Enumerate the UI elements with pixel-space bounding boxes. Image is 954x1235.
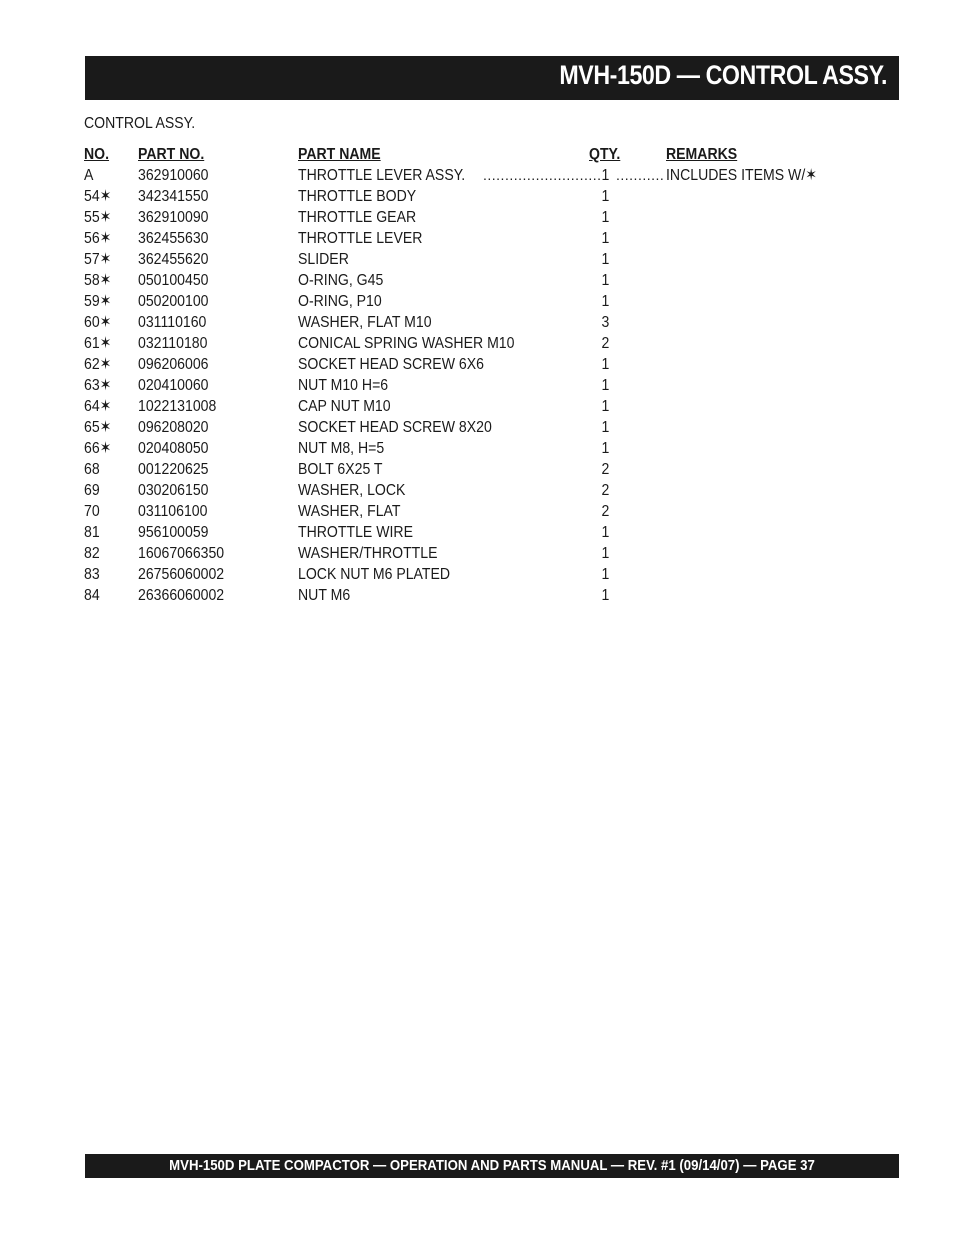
page-header-bar [85,56,899,100]
row-no: 69 [84,482,100,499]
table-row [84,585,844,606]
row-no: 66✶ [84,440,112,457]
table-row [84,354,844,375]
row-part-no: 26366060002 [138,587,225,604]
row-qty: 1 [601,230,610,247]
table-row [84,333,844,354]
row-qty: 1 [601,398,610,415]
row-part-no: 050100450 [138,272,209,289]
row-qty: 2 [601,335,610,352]
row-qty: 1 [601,293,610,310]
row-part-no: 362455620 [138,251,209,268]
row-no: 82 [84,545,100,562]
row-part-no: 1022131008 [138,398,217,415]
row-qty: 1 [601,587,610,604]
row-qty: 3 [601,314,610,331]
footer-text: MVH-150D PLATE COMPACTOR — OPERATION AND PARTS MANUAL — REV. #1 (09/14/07) — PAGE 37 [169,1157,815,1174]
row-part-name: SOCKET HEAD SCREW 6X6 [298,356,484,373]
row-part-no: 050200100 [138,293,209,310]
row-no: 56✶ [84,230,112,247]
table-row [84,207,844,228]
column-header-remarks: REMARKS [666,146,738,163]
row-part-no: 342341550 [138,188,209,205]
row-part-no: 26756060002 [138,566,225,583]
table-body [84,165,844,606]
row-part-name: O-RING, G45 [298,272,384,289]
row-part-no: 956100059 [138,524,209,541]
row-qty: 1 [601,566,610,583]
row-qty: 1 [601,356,610,373]
row-no: 54✶ [84,188,112,205]
table-row [84,228,844,249]
row-part-no: 362910060 [138,167,209,184]
table-row [84,480,844,501]
row-part-no: 032110180 [138,335,208,352]
row-part-name: THROTTLE LEVER ASSY. [298,167,466,184]
row-qty: 1 [601,188,610,205]
row-no: 63✶ [84,377,112,394]
row-part-no: 362910090 [138,209,209,226]
row-no: 84 [84,587,100,604]
row-part-name: THROTTLE GEAR [298,209,417,226]
row-no: 65✶ [84,419,112,436]
row-part-name: LOCK NUT M6 PLATED [298,566,451,583]
row-part-name: O-RING, P10 [298,293,382,310]
table-row [84,291,844,312]
row-part-name: WASHER, FLAT M10 [298,314,432,331]
table-row [84,165,844,186]
row-part-name: NUT M10 H=6 [298,377,389,394]
row-qty: 2 [601,503,610,520]
row-part-name: THROTTLE BODY [298,188,417,205]
table-row [84,375,844,396]
row-qty: 1 [601,377,610,394]
page-footer-bar [85,1154,899,1178]
row-no: 57✶ [84,251,112,268]
section-label: CONTROL ASSY. [84,115,196,132]
parts-table [84,144,844,606]
row-no: A [84,167,94,184]
row-part-no: 031106100 [138,503,208,520]
row-part-no: 031110160 [138,314,207,331]
row-part-no: 096208020 [138,419,209,436]
table-row [84,417,844,438]
table-row [84,459,844,480]
row-no: 83 [84,566,100,583]
row-part-no: 001220625 [138,461,209,478]
row-part-name: CONICAL SPRING WASHER M10 [298,335,515,352]
row-no: 70 [84,503,100,520]
table-row [84,249,844,270]
row-part-name: BOLT 6X25 T [298,461,383,478]
table-row [84,270,844,291]
column-header-part-no: PART NO. [138,146,205,163]
table-row [84,543,844,564]
table-row [84,438,844,459]
table-row [84,522,844,543]
row-part-name: THROTTLE WIRE [298,524,413,541]
table-row [84,396,844,417]
row-remarks: INCLUDES ITEMS W/✶ [666,167,818,184]
row-no: 68 [84,461,100,478]
column-header-qty: QTY. [589,146,621,163]
row-no: 60✶ [84,314,112,331]
row-part-name: NUT M6 [298,587,351,604]
row-part-no: 020408050 [138,440,209,457]
row-no: 61✶ [84,335,112,352]
column-header-part-name: PART NAME [298,146,381,163]
row-part-name: THROTTLE LEVER [298,230,423,247]
row-no: 64✶ [84,398,112,415]
row-part-name: SOCKET HEAD SCREW 8X20 [298,419,492,436]
row-part-no: 362455630 [138,230,209,247]
table-row [84,501,844,522]
row-no: 58✶ [84,272,112,289]
row-qty: 1 [601,545,610,562]
row-part-name: SLIDER [298,251,349,268]
page-title: MVH-150D — CONTROL ASSY. [559,60,887,90]
table-row [84,312,844,333]
row-part-name: NUT M8, H=5 [298,440,385,457]
row-part-no: 096206006 [138,356,209,373]
row-part-name: WASHER/THROTTLE [298,545,438,562]
table-header-row [84,144,844,165]
row-no: 62✶ [84,356,112,373]
table-row [84,564,844,585]
row-qty: 1 [601,440,610,457]
row-qty: 1 [601,209,610,226]
row-no: 81 [84,524,100,541]
leader-dots: ........................... [483,167,602,183]
row-part-name: CAP NUT M10 [298,398,391,415]
row-part-no: 030206150 [138,482,209,499]
row-qty: 1 [601,251,610,268]
row-qty: 1 [601,167,610,184]
leader-dots: ........... [616,167,665,183]
table-row [84,186,844,207]
row-part-name: WASHER, LOCK [298,482,406,499]
row-qty: 2 [601,461,610,478]
row-qty: 1 [601,524,610,541]
row-part-no: 020410060 [138,377,209,394]
column-header-no: NO. [84,146,110,163]
row-qty: 2 [601,482,610,499]
row-qty: 1 [601,272,610,289]
row-part-name: WASHER, FLAT [298,503,401,520]
row-part-no: 16067066350 [138,545,225,562]
row-no: 59✶ [84,293,112,310]
row-no: 55✶ [84,209,112,226]
row-qty: 1 [601,419,610,436]
